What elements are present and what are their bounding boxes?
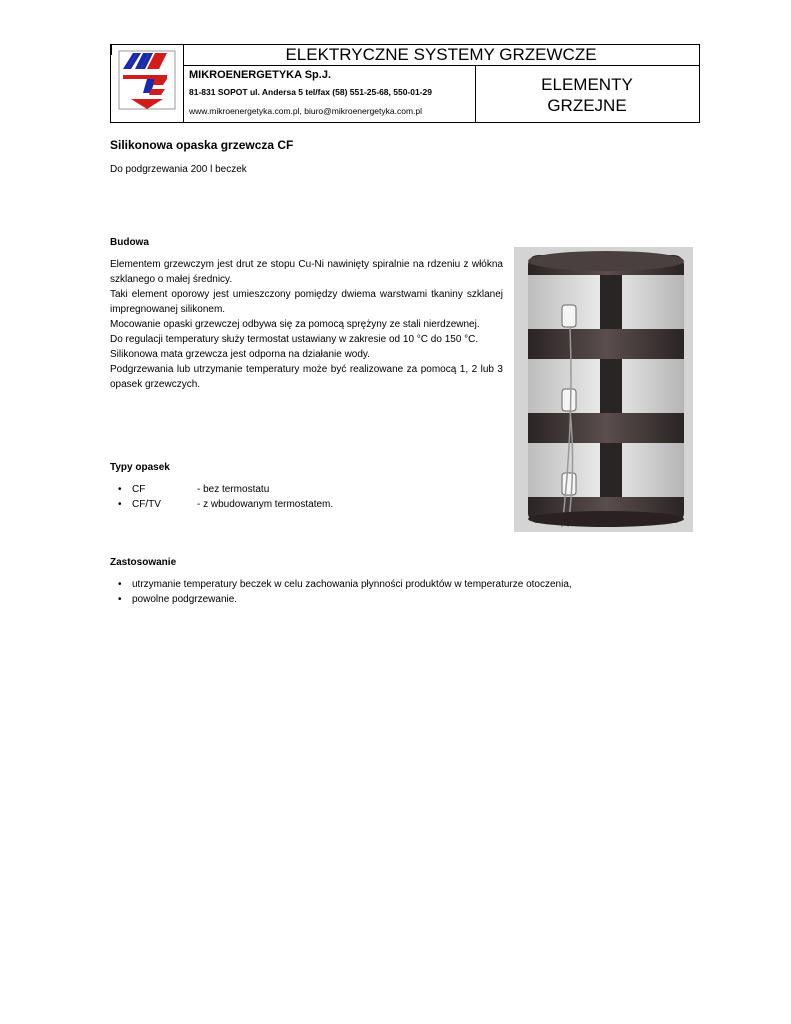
construction-paragraph: Taki element oporowy jest umieszczony pomiędzy dwiema warstwami tkaniny szklanej impregnowanej silikonem. bbox=[110, 289, 503, 315]
applications-heading: Zastosowanie bbox=[110, 557, 177, 568]
bullet: • bbox=[118, 484, 122, 495]
type-description: - bez termostatu bbox=[197, 484, 270, 495]
company-name: MIKROENERGETYKA Sp.J. bbox=[189, 69, 331, 81]
application-text: utrzymanie temperatury beczek w celu zachowania płynności produktów w temperaturze otoczenia, bbox=[132, 579, 572, 590]
type-code: CF/TV bbox=[132, 499, 161, 510]
category-line-2: GRZEJNE bbox=[547, 96, 627, 115]
construction-text bbox=[110, 257, 503, 392]
bullet: • bbox=[118, 594, 122, 605]
type-code: CF bbox=[132, 484, 146, 495]
construction-paragraph: Silikonowa mata grzewcza jest odporna na działanie wody. bbox=[110, 349, 370, 360]
product-subtitle: Do podgrzewania 200 l beczek bbox=[110, 164, 247, 175]
bullet: • bbox=[118, 579, 122, 590]
construction-paragraph: Mocowanie opaski grzewczej odbywa się za pomocą sprężyny ze stali nierdzewnej. bbox=[110, 319, 480, 330]
category-line-1: ELEMENTY bbox=[541, 75, 633, 94]
letterhead bbox=[110, 44, 700, 123]
company-web: www.mikroenergetyka.com.pl, biuro@mikroenergetyka.com.pl bbox=[189, 106, 423, 116]
construction-paragraph: Do regulacji temperatury służy termostat ustawiany w zakresie od 10 °C do 150 °C. bbox=[110, 334, 479, 345]
bullet: • bbox=[118, 499, 122, 510]
header-title: ELEKTRYCZNE SYSTEMY GRZEWCZE bbox=[183, 45, 699, 66]
types-heading: Typy opasek bbox=[110, 462, 170, 473]
type-description: - z wbudowanym termostatem. bbox=[197, 499, 334, 510]
company-address: 81-831 SOPOT ul. Andersa 5 tel/fax (58) 551-25-68, 550-01-29 bbox=[189, 87, 433, 97]
product-title: Silikonowa opaska grzewcza CF bbox=[110, 138, 294, 152]
drum-heater-photo bbox=[514, 247, 693, 532]
construction-paragraph: Podgrzewania lub utrzymanie temperatury może być realizowane za pomocą 1, 2 lub 3 opasek grzewczych. bbox=[110, 364, 503, 390]
construction-heading: Budowa bbox=[110, 237, 149, 248]
company-info bbox=[183, 65, 476, 122]
category-box bbox=[475, 65, 699, 122]
application-text: powolne podgrzewanie. bbox=[132, 594, 238, 605]
construction-paragraph: Elementem grzewczym jest drut ze stopu Cu-Ni nawinięty spiralnie na rdzeniu z włókna szklanego o małej średnicy. bbox=[110, 259, 503, 285]
company-logo bbox=[111, 45, 184, 122]
